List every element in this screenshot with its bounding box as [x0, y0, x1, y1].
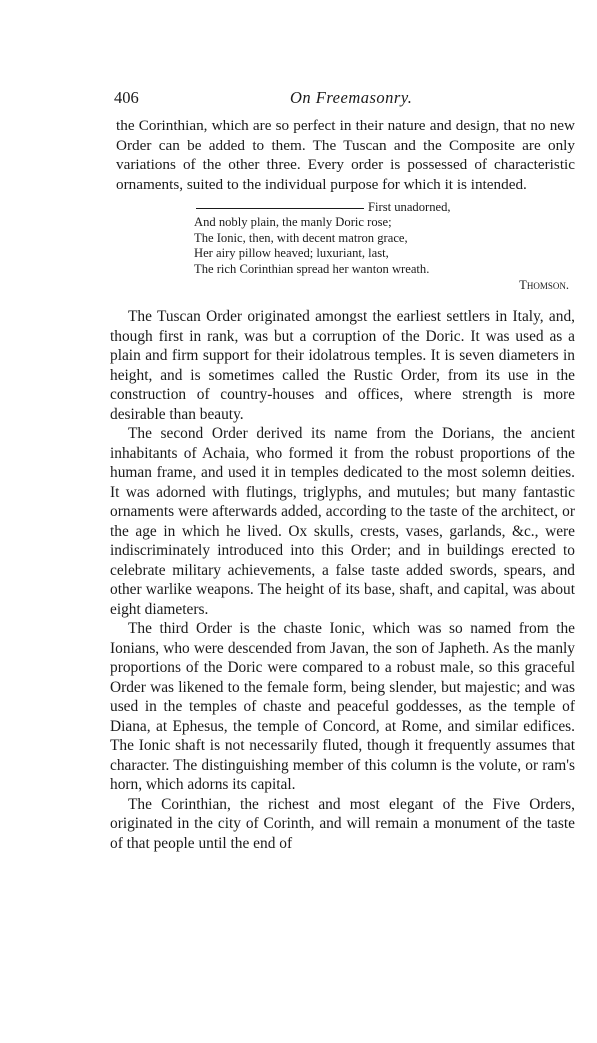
verse-quotation	[194, 200, 569, 293]
verse-attribution: Thomson.	[519, 278, 569, 293]
paragraph-doric: The second Order derived its name from the Dorians, the ancient inhabitants of Achaia, who formed it from the robust proportions of the human frame, and used it in temples dedicated to the most solemn deities. It was adorned with flutings, triglyphs, and mutules; but many fantastic ornaments were afterwards added, according to the taste of the architect, or the age in which he lived. Ox skulls, crests, vases, garlands, &c., were indiscriminately introduced into this Order; and in buildings erected to celebrate military achievements, a false taste added swords, spears, and other warlike weapons. The height of its base, shaft, and capital, was about eight diameters.	[110, 425, 575, 618]
paragraph-ionic: The third Order is the chaste Ionic, which was so named from the Ionians, who were descended from Javan, the son of Japheth. As the manly proportions of the Doric were compared to a robust male, so this graceful Order was likened to the female form, being slender, but majestic; and was used in the temples of chaste and peaceful goddesses, as the temple of Diana, at Ephesus, the temple of Concord, at Rome, and similar edifices. The Ionic shaft is not necessarily fluted, though it frequently assumes that character. The distinguishing member of this column is the volute, or ram's horn, which adorns its capital.	[110, 620, 575, 794]
paragraph-tuscan: The Tuscan Order originated amongst the earliest settlers in Italy, and, though first in rank, was but a corruption of the Doric. It was used as a plain and firm support for their idolatrous temples. It is seven diameters in height, and is sometimes called the Rustic Order, from its use in the construction of country-houses and offices, where strength is more desirable than beauty.	[110, 308, 575, 423]
verse-line-5: The rich Corinthian spread her wanton wreath.	[194, 261, 430, 276]
running-title: On Freemasonry.	[290, 88, 413, 107]
body-text	[110, 307, 575, 853]
verse-dash	[196, 208, 364, 209]
paragraph-corinthian: The Corinthian, the richest and most elegant of the Five Orders, originated in the city of Corinth, and will remain a monument of the taste of that people until the end of	[110, 795, 575, 852]
page-header	[110, 88, 575, 112]
verse-line-4: Her airy pillow heaved; luxuriant, last,	[194, 246, 389, 261]
intro-paragraph: the Corinthian, which are so perfect in their nature and design, that no new Order can be added to them. The Tuscan and the Composite are only variations of the other three. Every order is possessed of characteristic ornaments, suited to the individual purpose for which it is intended.	[116, 117, 575, 193]
page-number: 406	[114, 88, 139, 107]
book-page	[110, 88, 575, 853]
verse-line-2: And nobly plain, the manly Doric rose;	[194, 215, 392, 230]
verse-line-1: First unadorned,	[194, 200, 569, 215]
verse-line-3: The Ionic, then, with decent matron grace,	[194, 230, 408, 245]
